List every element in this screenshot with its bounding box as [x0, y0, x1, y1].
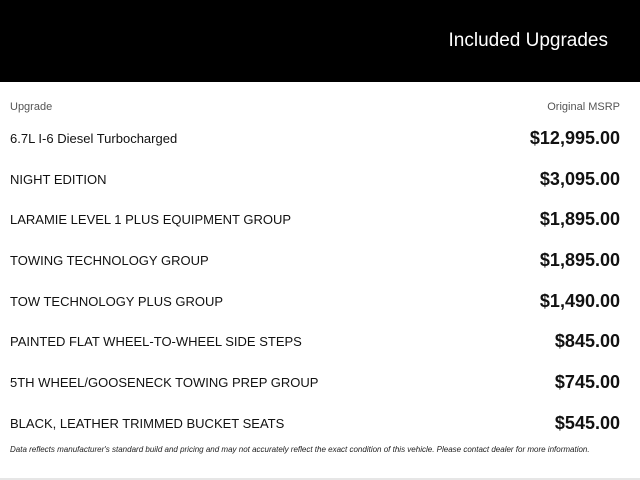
table-row — [10, 159, 620, 200]
upgrade-name: 6.7L I-6 Diesel Turbocharged — [10, 130, 178, 146]
upgrades-panel — [0, 82, 640, 480]
column-header-msrp: Original MSRP — [547, 101, 620, 113]
table-row — [10, 118, 620, 159]
upgrades-list — [10, 118, 620, 444]
upgrade-name: NIGHT EDITION — [10, 171, 107, 187]
table-row — [10, 362, 620, 403]
table-row — [10, 281, 620, 322]
disclaimer-text: Data reflects manufacturer's standard build and pricing and may not accurately reflect the exact condition of this vehicle. Please contact dealer for more information. — [10, 445, 590, 454]
upgrade-price: $1,490.00 — [539, 290, 620, 311]
upgrade-price: $12,995.00 — [529, 127, 620, 148]
upgrade-price: $1,895.00 — [539, 249, 620, 270]
upgrade-price: $545.00 — [554, 412, 620, 433]
header-bar — [0, 0, 640, 82]
table-row — [10, 321, 620, 362]
upgrade-price: $3,095.00 — [539, 168, 620, 189]
upgrade-price: $845.00 — [554, 331, 620, 352]
column-headers — [10, 100, 620, 114]
table-row — [10, 199, 620, 240]
upgrade-name: 5TH WHEEL/GOOSENECK TOWING PREP GROUP — [10, 374, 319, 390]
page-title: Included Upgrades — [448, 30, 608, 51]
upgrade-name: BLACK, LEATHER TRIMMED BUCKET SEATS — [10, 415, 285, 431]
upgrade-name: TOW TECHNOLOGY PLUS GROUP — [10, 293, 224, 309]
upgrade-price: $1,895.00 — [539, 209, 620, 230]
column-header-upgrade: Upgrade — [10, 101, 53, 113]
upgrade-name: LARAMIE LEVEL 1 PLUS EQUIPMENT GROUP — [10, 212, 292, 228]
table-row — [10, 240, 620, 281]
upgrade-name: TOWING TECHNOLOGY GROUP — [10, 252, 209, 268]
upgrade-name: PAINTED FLAT WHEEL-TO-WHEEL SIDE STEPS — [10, 334, 302, 350]
upgrade-price: $745.00 — [554, 371, 620, 392]
table-row — [10, 403, 620, 444]
